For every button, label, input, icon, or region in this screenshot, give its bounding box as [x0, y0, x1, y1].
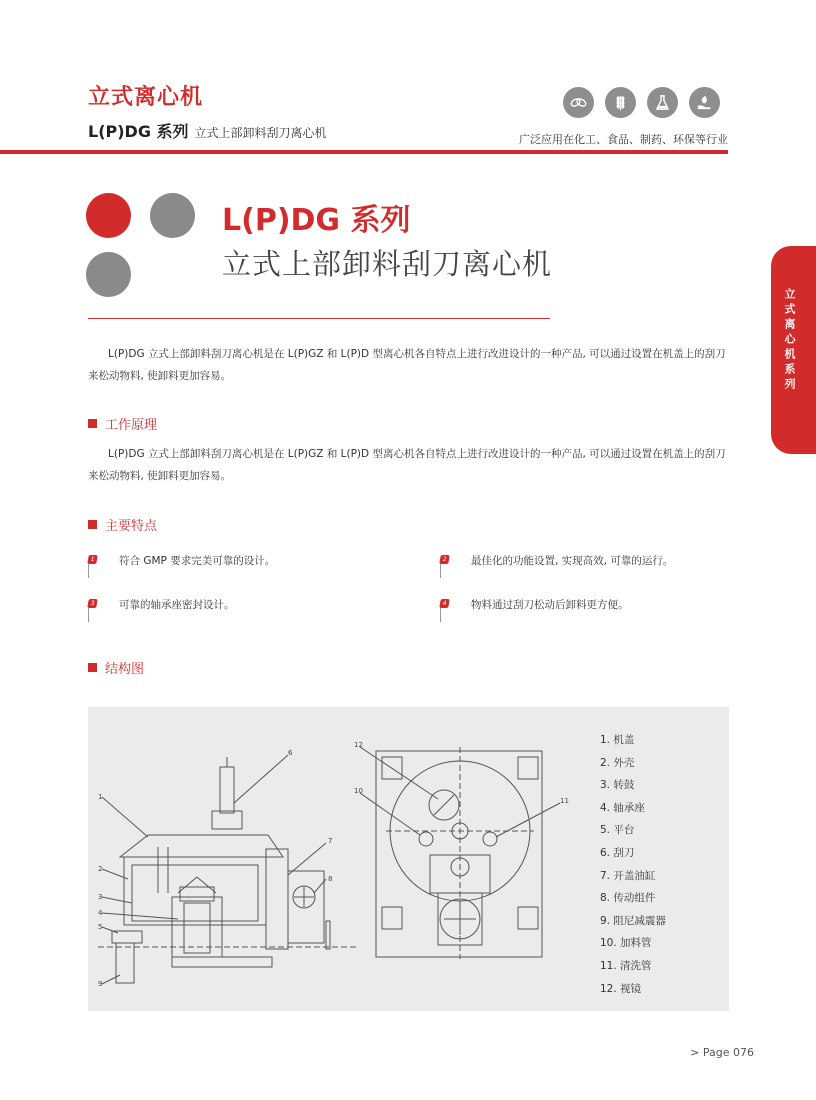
- pill-icon: [563, 87, 594, 118]
- callout-label: 5: [98, 923, 103, 931]
- side-tab-label: 立式离心机系列: [783, 288, 796, 393]
- callout-label: 4: [98, 909, 103, 917]
- part-item: 2. 外壳: [600, 756, 635, 769]
- header-series: L(P)DG 系列: [88, 122, 189, 141]
- hero-divider: [88, 318, 550, 319]
- part-item: 4. 轴承座: [600, 801, 645, 814]
- feature-item: [440, 553, 673, 568]
- feature-line: [440, 608, 441, 622]
- applications-text: 广泛应用在化工、食品、制药、环保等行业: [519, 133, 728, 146]
- part-item: 6. 刮刀: [600, 846, 635, 859]
- header-description: 立式上部卸料刮刀离心机: [194, 126, 327, 140]
- feature-text: 符合 GMP 要求完美可靠的设计。: [119, 555, 276, 567]
- section-heading-structure: 结构图: [88, 658, 144, 677]
- callout-label: 1: [98, 793, 103, 801]
- square-bullet-icon: [88, 663, 97, 672]
- feature-text: 可靠的轴承座密封设计。: [119, 599, 235, 611]
- part-item: 10. 加料管: [600, 937, 652, 950]
- header-subtitle: [88, 119, 327, 142]
- feature-number-badge: 3: [87, 599, 98, 608]
- callout-label: 9: [98, 980, 103, 988]
- flask-icon: [647, 87, 678, 118]
- callout-label: 3: [98, 893, 103, 901]
- part-item: 7. 开盖油缸: [600, 869, 656, 882]
- feature-line: [440, 564, 441, 578]
- wheat-icon: [605, 87, 636, 118]
- callout-label: 12: [354, 741, 363, 749]
- industry-icons: [563, 87, 720, 118]
- feature-line: [88, 608, 89, 622]
- category-title: 立式离心机: [88, 85, 204, 110]
- leaf-hand-icon: [689, 87, 720, 118]
- part-item: 11. 清洗管: [600, 959, 652, 972]
- product-subtitle: 立式上部卸料刮刀离心机: [222, 247, 553, 281]
- part-item: 3. 转鼓: [600, 779, 635, 792]
- callout-label: 6: [288, 749, 293, 757]
- side-category-tab[interactable]: [771, 246, 816, 454]
- callout-label: 10: [354, 787, 363, 795]
- feature-text: 物料通过刮刀松动后卸料更方便。: [471, 599, 629, 611]
- square-bullet-icon: [88, 419, 97, 428]
- part-item: 8. 传动组件: [600, 892, 656, 905]
- decorative-circle-gray: [86, 252, 131, 297]
- square-bullet-icon: [88, 520, 97, 529]
- callout-label: 2: [98, 865, 103, 873]
- feature-item: [440, 597, 629, 612]
- header-rule-left: [0, 150, 88, 154]
- header-rule: [88, 150, 728, 154]
- section-heading-features: 主要特点: [88, 515, 157, 534]
- page-number: > Page 076: [690, 1046, 754, 1059]
- parts-legend: [600, 729, 666, 1000]
- section-heading-principle: 工作原理: [88, 414, 157, 433]
- part-item: 5. 平台: [600, 824, 635, 837]
- feature-number-badge: 4: [439, 599, 450, 608]
- callout-label: 8: [328, 875, 333, 883]
- feature-line: [88, 564, 89, 578]
- product-title: L(P)DG 系列: [222, 203, 411, 238]
- part-item: 12. 视镜: [600, 982, 642, 995]
- feature-item: [88, 597, 235, 612]
- principle-paragraph: L(P)DG 立式上部卸料刮刀离心机是在 L(P)GZ 和 L(P)D 型离心机各自特点上进行改进设计的一种产品, 可以通过设置在机盖上的刮刀来松动物料, 使卸料更加容易。: [88, 448, 726, 482]
- callout-label: 11: [560, 797, 569, 805]
- feature-text: 最佳化的功能设置, 实现高效, 可靠的运行。: [471, 555, 674, 567]
- feature-item: [88, 553, 275, 568]
- part-item: 9. 阻尼减震器: [600, 914, 666, 927]
- intro-paragraph: L(P)DG 立式上部卸料刮刀离心机是在 L(P)GZ 和 L(P)D 型离心机各自特点上进行改进设计的一种产品, 可以通过设置在机盖上的刮刀来松动物料, 使卸料更加容易。: [88, 348, 726, 382]
- callout-label: 7: [328, 837, 333, 845]
- decorative-circle-red: [86, 193, 131, 238]
- part-item: 1. 机盖: [600, 734, 635, 746]
- feature-number-badge: 1: [87, 555, 98, 564]
- decorative-circle-gray: [150, 193, 195, 238]
- feature-number-badge: 2: [439, 555, 450, 564]
